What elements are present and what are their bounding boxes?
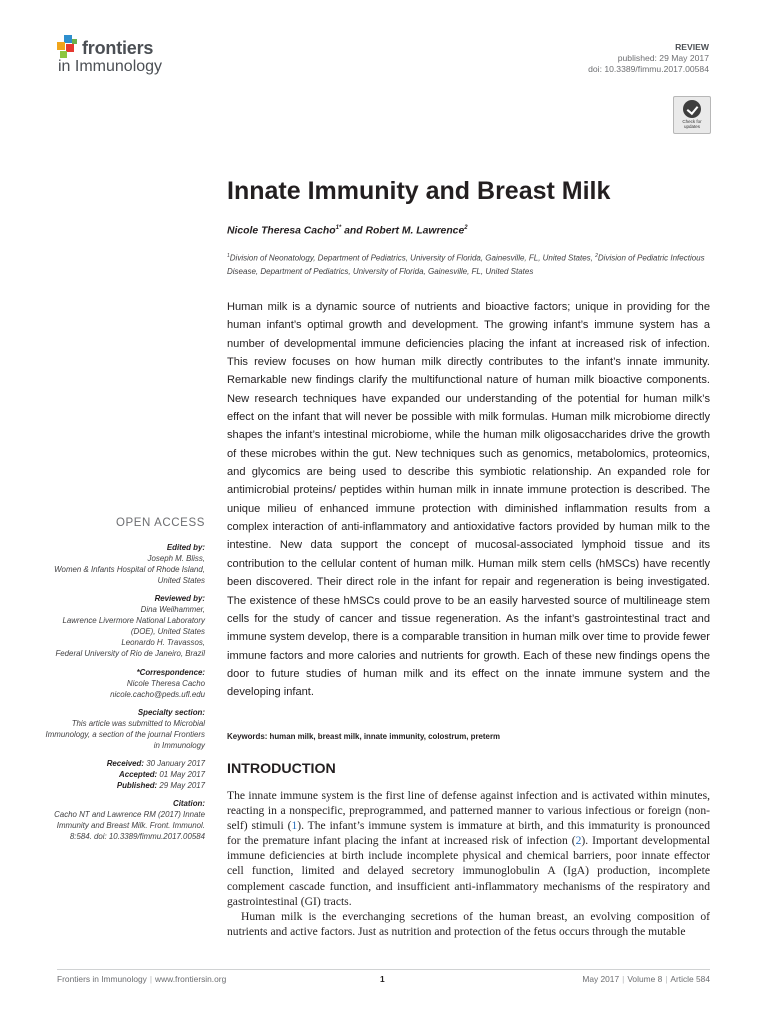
author-conjunction: and bbox=[341, 225, 366, 237]
author-list bbox=[227, 225, 468, 236]
footer-issue-info: May 2017 | Volume 8 | Article 584 bbox=[582, 974, 710, 984]
affiliation-text: Division of Pediatric Infectious Disease, Department of Pediatrics, University of Florida, Gainesville, FL, United States bbox=[227, 253, 705, 276]
published-row bbox=[40, 780, 205, 791]
correspondence-label: *Correspondence: bbox=[136, 667, 205, 677]
author-name[interactable]: Nicole Theresa Cacho bbox=[227, 225, 336, 237]
intro-paragraph bbox=[227, 788, 710, 909]
paragraph-text: ). The infant’s immune system is immature at birth, and this immaturity is pronounced for the premature infant placing the infant at increased risk of infection ( bbox=[227, 819, 710, 848]
published-date-sidebar: 29 May 2017 bbox=[159, 780, 205, 790]
footer-journal: Frontiers in Immunology bbox=[57, 974, 147, 984]
reviewer-name: Dina Weilhammer, bbox=[140, 605, 205, 615]
editor-name: Joseph M. Bliss, bbox=[147, 554, 205, 564]
reviewer-affiliation: Federal University of Rio de Janeiro, Brazil bbox=[55, 649, 205, 659]
accepted-label: Accepted: bbox=[119, 769, 158, 779]
affiliation-mark: 2 bbox=[595, 253, 598, 259]
received-row bbox=[40, 758, 205, 769]
footer-site-link[interactable]: www.frontiersin.org bbox=[155, 974, 227, 984]
published-date: published: 29 May 2017 bbox=[617, 53, 709, 63]
correspondence-email[interactable]: nicole.cacho@peds.ufl.edu bbox=[110, 689, 205, 699]
author-name[interactable]: Robert M. Lawrence bbox=[365, 225, 465, 237]
author-affiliation-mark: 2 bbox=[464, 225, 468, 231]
footer-volume: Volume 8 bbox=[627, 974, 663, 984]
reviewed-by-label: Reviewed by: bbox=[154, 594, 205, 604]
section-heading-introduction: INTRODUCTION bbox=[227, 761, 336, 777]
accepted-row bbox=[40, 769, 205, 780]
frontiers-logo-icon bbox=[57, 35, 79, 59]
specialty-section-label: Specialty section: bbox=[137, 707, 205, 717]
journal-logo[interactable] bbox=[57, 35, 227, 83]
reference-link[interactable]: 1 bbox=[291, 819, 298, 833]
received-label: Received: bbox=[106, 758, 144, 768]
author-affiliation-mark: 1* bbox=[335, 225, 342, 231]
accepted-date: 01 May 2017 bbox=[159, 769, 205, 779]
reference-link[interactable]: 2 bbox=[575, 834, 582, 848]
received-date: 30 January 2017 bbox=[146, 758, 205, 768]
correspondence-name: Nicole Theresa Cacho bbox=[126, 678, 205, 688]
page-number: 1 bbox=[380, 974, 385, 984]
paragraph-text: The innate immune system is the first line of defense against infection and is activated within minutes, reacting in a nonspecific, preprogrammed, and patterned manner to various infectious or foreign (non-self) stimuli ( bbox=[227, 789, 710, 833]
logo-brand-text: frontiers bbox=[82, 38, 154, 58]
check-for-updates-label: Check for updates bbox=[682, 119, 702, 129]
citation-text: Cacho NT and Lawrence RM (2017) Innate Immunity and Breast Milk. Front. Immunol. 8:584. doi: 10.3389/fimmu.2017.00584 bbox=[54, 810, 205, 842]
affiliation-mark: 1 bbox=[227, 253, 230, 259]
specialty-section-text: This article was submitted to Microbial Immunology, a section of the journal Frontiers in Immunology bbox=[45, 718, 205, 750]
intro-paragraph: Human milk is the everchanging secretions of the human breast, an evolving composition of nutrients and active factors. Just as nutrition and protection of the fetus occurs through the mutable bbox=[227, 910, 710, 939]
edited-by-label: Edited by: bbox=[166, 543, 205, 553]
article-info-sidebar bbox=[40, 518, 205, 842]
checkmark-icon bbox=[683, 100, 701, 118]
paragraph-text: ). Important developmental immune deficiencies at birth include incomplete physical and chemical barriers, poor innate effector cell function, limited and delayed secretory immunoglobulin A (IgA) production, incomplete complement cascade function, and insufficient anti-inflammatory mechanisms of the respiratory and gastrointestinal (GI) tracts. bbox=[227, 834, 710, 908]
check-for-updates-button[interactable] bbox=[673, 96, 711, 134]
footer-journal-info: Frontiers in Immunology | www.frontiersin.org bbox=[57, 974, 227, 984]
logo-journal-text: in Immunology bbox=[58, 58, 163, 75]
abstract: Human milk is a dynamic source of nutrients and bioactive factors; unique in providing for the human infant’s optimal growth and development. The growing infant’s immune system has a number of developmental immune deficiencies placing the infant at increased risk of infection. This review focuses on how human milk directly contributes to the infant’s innate immunity. Remarkable new findings clarify the multifunctional nature of human milk bioactive components. New research techniques have expanded our understanding of the potential for human milk’s effect on the infant that will never be possible with milk formulas. Human milk microbiome directly shapes the infant’s intestinal microbiome, while the human milk oligosaccharides drive the growth of these microbes within the gut. New techniques such as genomics, metabolomics, proteomics, and glycomics are being used to describe this symbiotic relationship. An expanded role for antimicrobial proteins/ peptides within human milk in innate immune protection is described. The unique milieu of enhanced immune protection with diminished inflammation results from a complex interaction of anti-inflammatory and antioxidative factors provided by human milk to the intestine. New data support the concept of mucosal-associated lymphoid tissue and its contribution to the cellular content of human milk. Human milk stem cells (hMSCs) have recently been discovered. Their direct role in the infant for repair and regeneration is being investigated. The existence of these hMSCs could prove to be an easily harvested source of multilineage stem cells for the study of cancer and tissue regeneration. As the infant’s gastrointestinal tract and immune system develop, there is a comparable transition in human milk over time to provide fewer immune factors and more calories and nutrients for growth. Each of these new findings opens the door to future studies of human milk and its effect on the innate immune system and the developing infant. bbox=[227, 301, 710, 699]
affiliation-text: Division of Neonatology, Department of Pediatrics, University of Florida, Gainesville, FL, United States, bbox=[229, 253, 596, 263]
footer-divider bbox=[57, 969, 710, 970]
keywords-label: Keywords: bbox=[227, 732, 268, 741]
reviewer-affiliation: Lawrence Livermore National Laboratory (DOE), United States bbox=[62, 616, 205, 637]
affiliations bbox=[227, 250, 712, 278]
published-label: Published: bbox=[116, 780, 158, 790]
article-type: REVIEW bbox=[675, 42, 709, 52]
article-meta bbox=[588, 42, 709, 75]
open-access-label: OPEN ACCESS bbox=[115, 517, 205, 529]
footer-article-number: Article 584 bbox=[670, 974, 710, 984]
article-title: Innate Immunity and Breast Milk bbox=[227, 177, 611, 205]
editor-affiliation: Women & Infants Hospital of Rhode Island, United States bbox=[54, 565, 205, 586]
keywords-list: human milk, breast milk, innate immunity, colostrum, preterm bbox=[269, 732, 501, 741]
article-doi[interactable]: doi: 10.3389/fimmu.2017.00584 bbox=[588, 64, 709, 74]
citation-label: Citation: bbox=[173, 798, 205, 808]
keywords bbox=[227, 732, 500, 741]
reviewer-name: Leonardo H. Travassos, bbox=[121, 638, 205, 648]
footer-date: May 2017 bbox=[582, 974, 620, 984]
